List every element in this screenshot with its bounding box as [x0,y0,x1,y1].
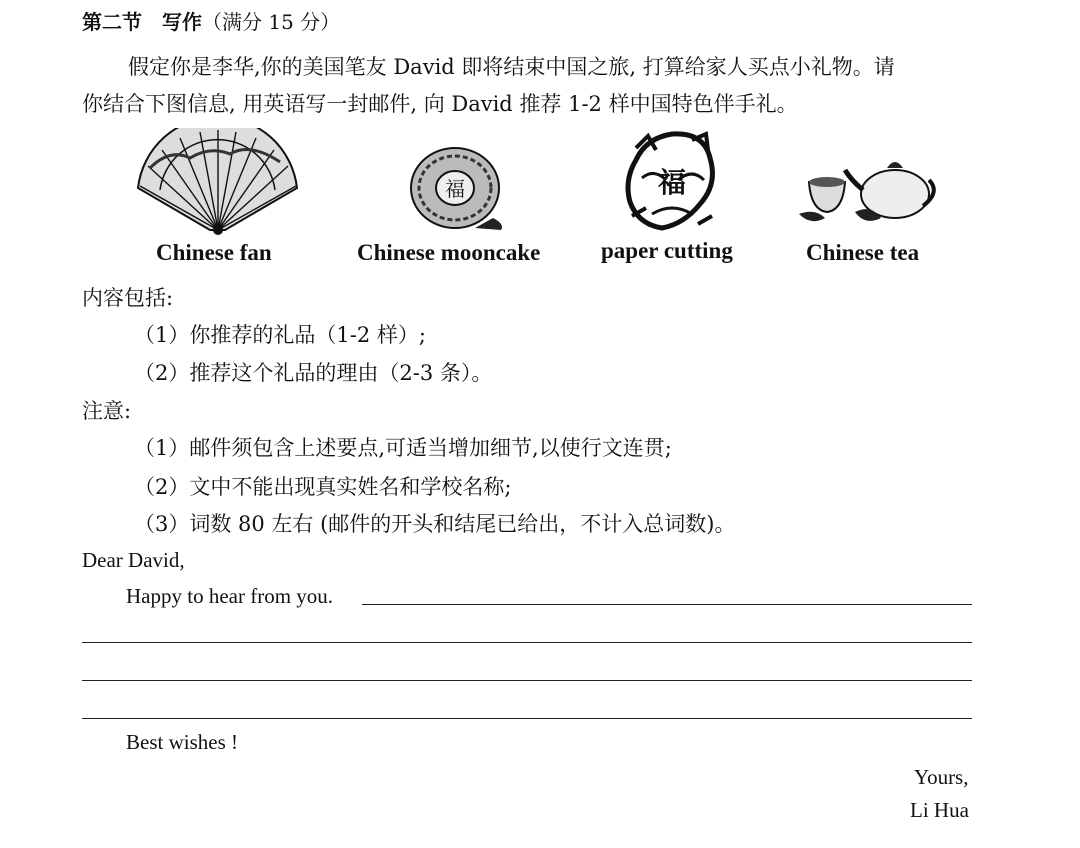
content-item-2: （2）推荐这个礼品的理由（2-3 条）。 [134,361,493,385]
note-item-3: （3）词数 80 左右 (邮件的开头和结尾已给出，不计入总词数)。 [134,512,736,536]
teapot-icon [795,140,940,232]
paper-cutting-symbol: 福 [657,166,687,199]
letter-salutation: Dear David, [82,548,185,572]
chinese-fan-icon [130,128,305,238]
writing-line-4[interactable] [82,718,972,719]
note-item-2: （2）文中不能出现真实姓名和学校名称; [134,475,512,499]
caption-chinese-tea: Chinese tea [806,240,920,265]
caption-chinese-fan: Chinese fan [156,240,272,265]
section-score: （满分 15 分） [202,10,341,34]
letter-closing: Best wishes ! [126,730,238,754]
writing-line-2[interactable] [82,642,972,643]
section-title [82,6,340,35]
mooncake-symbol: 福 [445,177,465,201]
prompt-line-1: 假定你是李华,你的美国笔友 David 即将结束中国之旅, 打算给家人买点小礼物。请 [128,55,895,79]
caption-chinese-mooncake: Chinese mooncake [357,240,541,265]
caption-paper-cutting: paper cutting [601,238,733,263]
writing-line-3[interactable] [82,680,972,681]
letter-signature: Li Hua [910,798,969,822]
letter-opening: Happy to hear from you. [126,584,334,608]
note-item-1: （1）邮件须包含上述要点,可适当增加细节,以使行文连贯; [134,436,672,460]
section-title-text: 第二节 写作 [82,10,202,34]
writing-line-1[interactable] [362,604,972,605]
notes-heading: 注意: [82,399,132,423]
content-heading: 内容包括: [82,286,174,310]
letter-signoff: Yours, [914,765,969,789]
paper-cutting-icon [622,128,722,236]
mooncake-icon [405,140,510,232]
content-item-1: （1）你推荐的礼品（1-2 样）; [134,323,426,347]
prompt-line-2: 你结合下图信息, 用英语写一封邮件, 向 David 推荐 1-2 样中国特色伴手礼。 [82,92,798,116]
